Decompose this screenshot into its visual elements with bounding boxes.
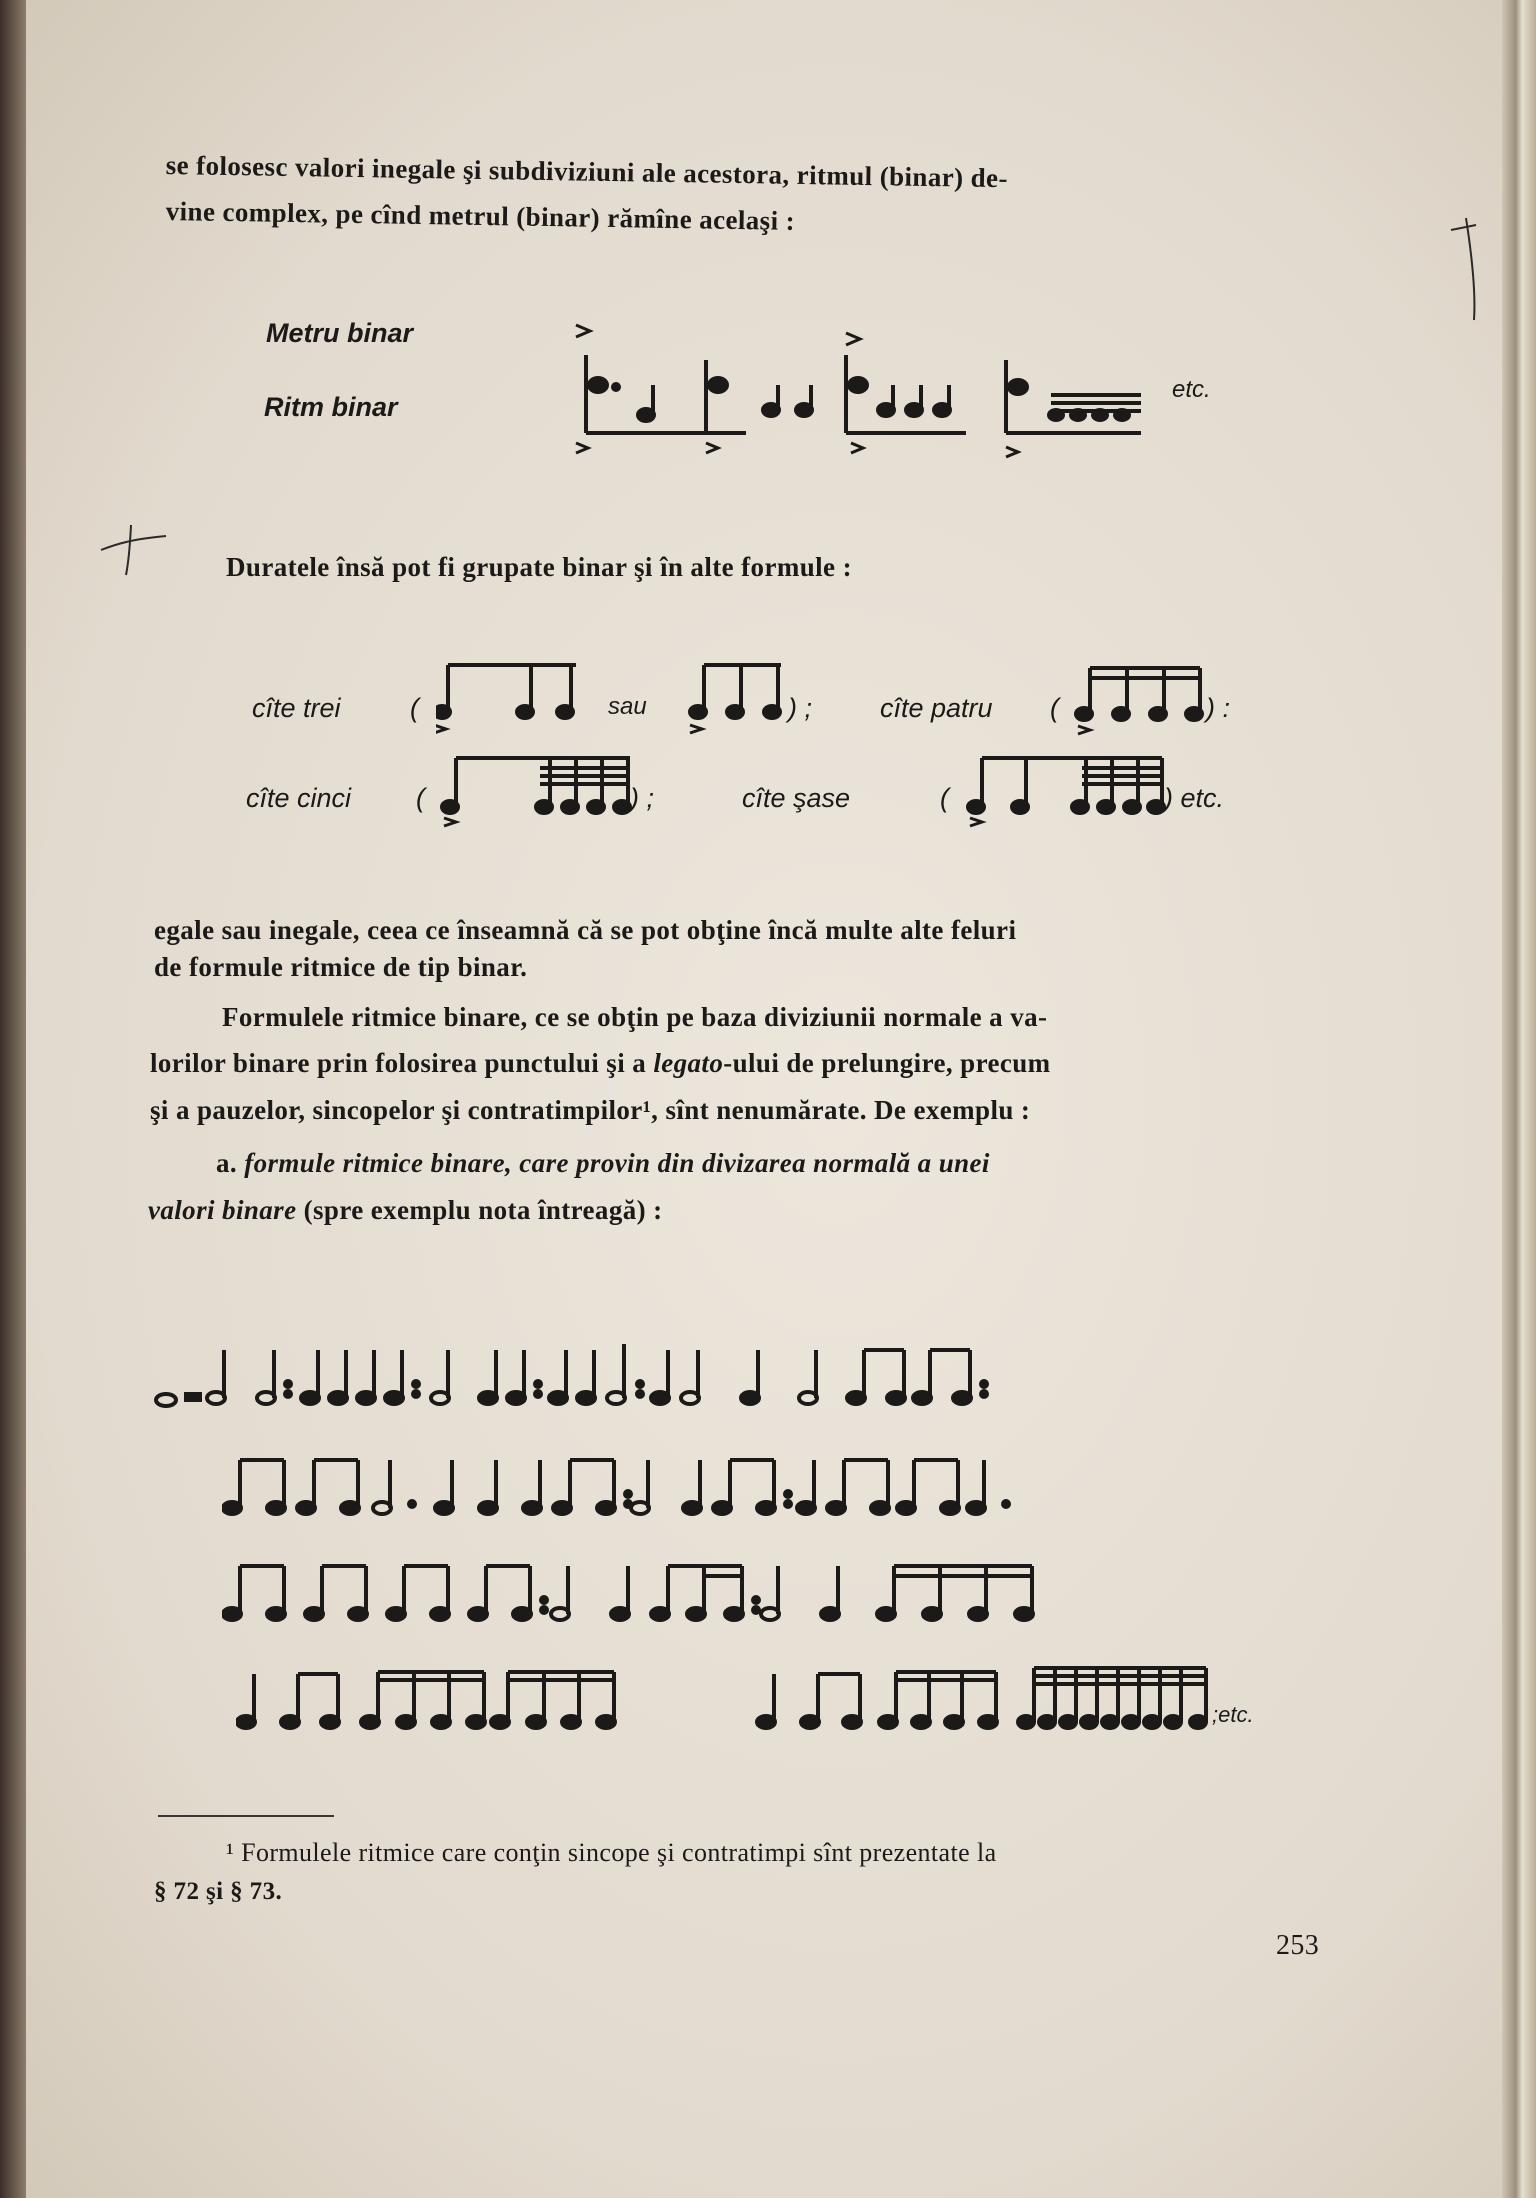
pen-mark-right [1446, 210, 1496, 330]
paragraph-line-4 [150, 1048, 1051, 1079]
paragraph-line-6-italic: formule ritmice binare, care provin din divizarea normală a unei [244, 1148, 990, 1178]
intro-line-1: se folosesc valori inegale şi subdiviziuni ale acestora, ritmul (binar) de- [165, 150, 1009, 194]
rhythmic-formulas-row-3 [222, 1546, 1322, 1626]
separator-2: ) : [1206, 693, 1230, 723]
rhythmic-formulas-row-1 [150, 1330, 1310, 1410]
grouping-sau-label: sau [608, 693, 647, 720]
paren-open-4: ( [940, 783, 949, 813]
footnote-rule [158, 1815, 334, 1817]
metru-ritm-notation [546, 315, 1146, 475]
grouping-patru-label: cîte patru [880, 693, 993, 723]
paren-open-1: ( [410, 693, 419, 723]
page-number: 253 [1276, 1930, 1320, 1961]
paragraph-line-7 [148, 1195, 663, 1226]
separator-1: ) ; [788, 693, 812, 723]
triplet-notation-1 [436, 655, 586, 735]
metru-binar-label: Metru binar [266, 318, 414, 348]
intro-line-2: vine complex, pe cînd metrul (binar) rămîne acelaşi : [165, 196, 796, 236]
example1-etc: etc. [1172, 376, 1211, 403]
paragraph-line-4-italic: legato [653, 1048, 724, 1078]
separator-4: ) etc. [1164, 783, 1225, 813]
grouping-sase-label: cîte şase [742, 783, 851, 813]
paragraph-line-2: de formule ritmice de tip binar. [154, 952, 528, 982]
durations-line: Duratele însă pot fi grupate binar şi în alte formule : [226, 552, 852, 582]
grouping-trei-label: cîte trei [252, 693, 341, 723]
paragraph-line-6 [216, 1148, 990, 1179]
book-spine-left [0, 0, 26, 2198]
paragraph-line-3: Formulele ritmice binare, ce se obţin pe baza diviziunii normale a va- [222, 1002, 1048, 1032]
rhythmic-formulas-row-2 [222, 1440, 1322, 1520]
separator-3: ) ; [630, 783, 654, 813]
paragraph-line-7-italic: valori binare [148, 1195, 297, 1225]
quintuplet-notation [440, 750, 640, 830]
footnote-line-2: § 72 şi § 73. [154, 1878, 283, 1905]
triplet-notation-2 [686, 655, 786, 735]
paragraph-line-4b: -ului de prelungire, precum [723, 1048, 1051, 1078]
paragraph-line-6a: a. [216, 1148, 245, 1178]
paragraph-line-4a: lorilor binare prin folosirea punctului şi a [150, 1048, 654, 1078]
paragraph-line-5: şi a pauzelor, sincopelor şi contratimpilor¹, sînt nenumărate. De exemplu : [150, 1095, 1031, 1125]
quadruplet-notation [1072, 660, 1212, 740]
page-edges-right [1502, 0, 1536, 2198]
pen-mark-left [96, 520, 176, 580]
grouping-cinci-label: cîte cinci [246, 783, 352, 813]
rhythmic-formulas-row-4 [236, 1654, 1296, 1734]
paragraph-line-7b: (spre exemplu nota întreagă) : [296, 1195, 663, 1225]
formulas-etc: ;etc. [1212, 1702, 1254, 1727]
book-page [26, 0, 1502, 2198]
paren-open-3: ( [416, 783, 425, 813]
paren-open-2: ( [1050, 693, 1059, 723]
sextuplet-notation [962, 750, 1182, 830]
ritm-binar-label: Ritm binar [264, 392, 398, 422]
footnote-line-1: ¹ Formulele ritmice care conţin sincope şi contratimpi sînt prezentate la [226, 1838, 997, 1867]
paragraph-line-1: egale sau inegale, ceea ce înseamnă că se pot obţine încă multe alte feluri [154, 915, 1017, 945]
